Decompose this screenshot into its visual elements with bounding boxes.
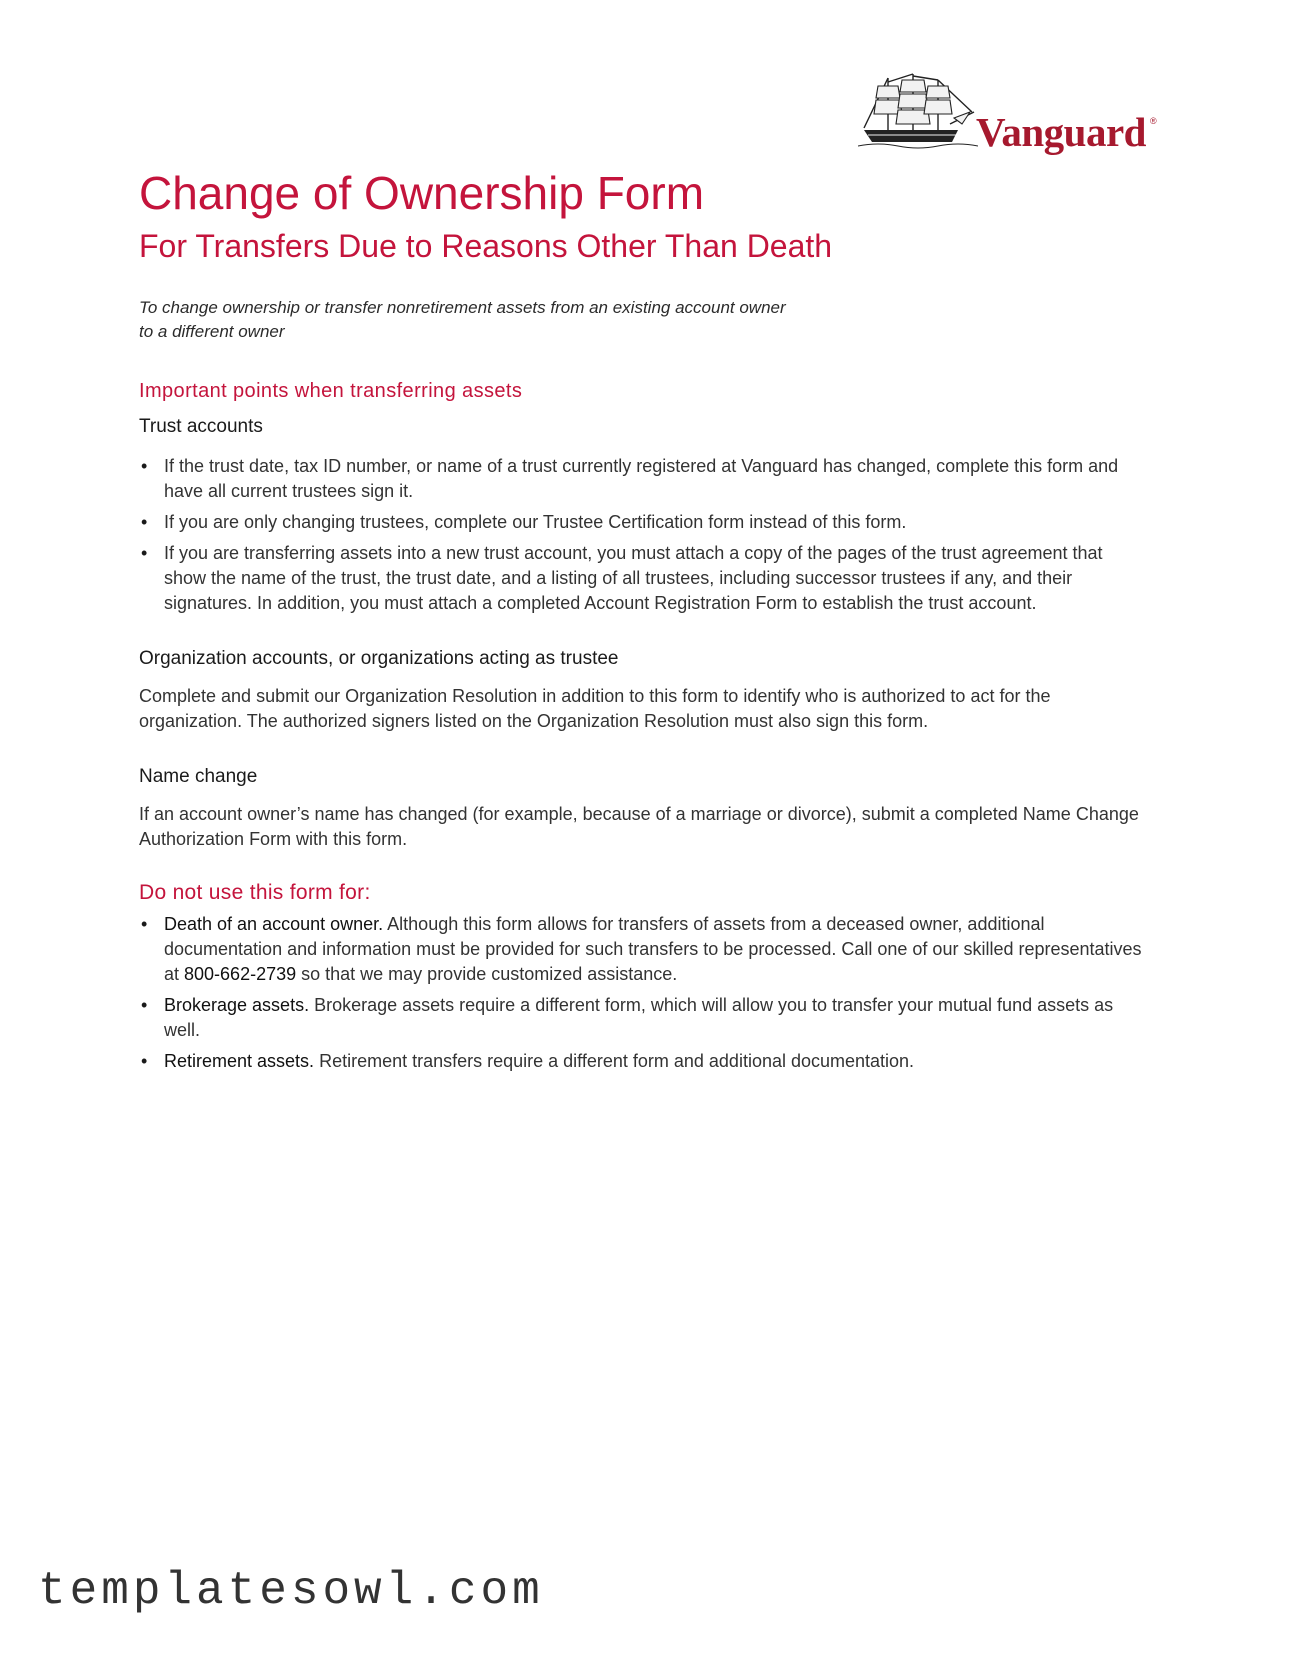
organization-accounts-text: Complete and submit our Organization Resolution in addition to this form to identify who is authorized to act for the organization. The authorized signers listed on the Organization Resolution must also sign this form. bbox=[139, 686, 1051, 731]
organization-accounts-heading: Organization accounts, or organizations acting as trustee bbox=[139, 648, 619, 669]
list-item bbox=[139, 993, 1149, 1043]
intro-line-2: to a different owner bbox=[139, 322, 285, 341]
intro-line-1: To change ownership or transfer nonretirement assets from an existing account owner bbox=[139, 298, 786, 317]
main-content bbox=[139, 164, 1149, 1080]
trust-accounts-list bbox=[139, 454, 1149, 616]
name-change-text: If an account owner’s name has changed (for example, because of a marriage or divorce), submit a completed Name Change Authorization Form with this form. bbox=[139, 804, 1139, 849]
do-not-use-list bbox=[139, 912, 1149, 1074]
item-label: Brokerage assets. bbox=[164, 995, 310, 1015]
logo-wordmark: Vanguard bbox=[976, 109, 1146, 155]
phone-number: 800-662-2739 bbox=[184, 964, 297, 984]
list-item bbox=[139, 912, 1149, 987]
list-item: • If you are only changing trustees, complete our Trustee Certification form instead of this form. bbox=[139, 510, 1149, 535]
item-text: Brokerage assets require a different form, which will allow you to transfer your mutual fund assets as well. bbox=[164, 995, 1114, 1040]
list-item: • If you are transferring assets into a new trust account, you must attach a copy of the pages of the trust agreement that show the name of the trust, the trust date, and a listing of all trustees, including successor trustees if any, and their signatures. In addition, you must attach a completed Account Registration Form to establish the trust account. bbox=[139, 541, 1149, 616]
intro-text bbox=[139, 296, 879, 344]
item-text: so that we may provide customized assistance. bbox=[296, 964, 678, 984]
list-item bbox=[139, 1049, 1149, 1074]
registered-mark: ® bbox=[1150, 116, 1157, 126]
item-label: Death of an account owner. bbox=[164, 914, 384, 934]
ship-icon bbox=[858, 72, 978, 152]
page-subtitle: For Transfers Due to Reasons Other Than Death bbox=[139, 228, 833, 264]
page-title: Change of Ownership Form bbox=[139, 167, 705, 219]
watermark: templatesowl.com bbox=[38, 1565, 544, 1617]
trust-accounts-heading: Trust accounts bbox=[139, 416, 263, 437]
item-text: Although this form allows for transfers of assets from a deceased owner, additional documentation and information must be provided for such transfers to be processed. Call one of our skilled representatives at bbox=[164, 914, 1142, 984]
important-points-heading: Important points when transferring assets bbox=[139, 380, 523, 402]
do-not-use-heading: Do not use this form for: bbox=[139, 881, 371, 904]
item-label: Retirement assets. bbox=[164, 1051, 315, 1071]
name-change-heading: Name change bbox=[139, 766, 258, 787]
item-text: Retirement transfers require a different form and additional documentation. bbox=[314, 1051, 915, 1071]
vanguard-logo bbox=[858, 72, 1158, 168]
list-item: • If the trust date, tax ID number, or name of a trust currently registered at Vanguard has changed, complete this form and have all current trustees sign it. bbox=[139, 454, 1149, 504]
